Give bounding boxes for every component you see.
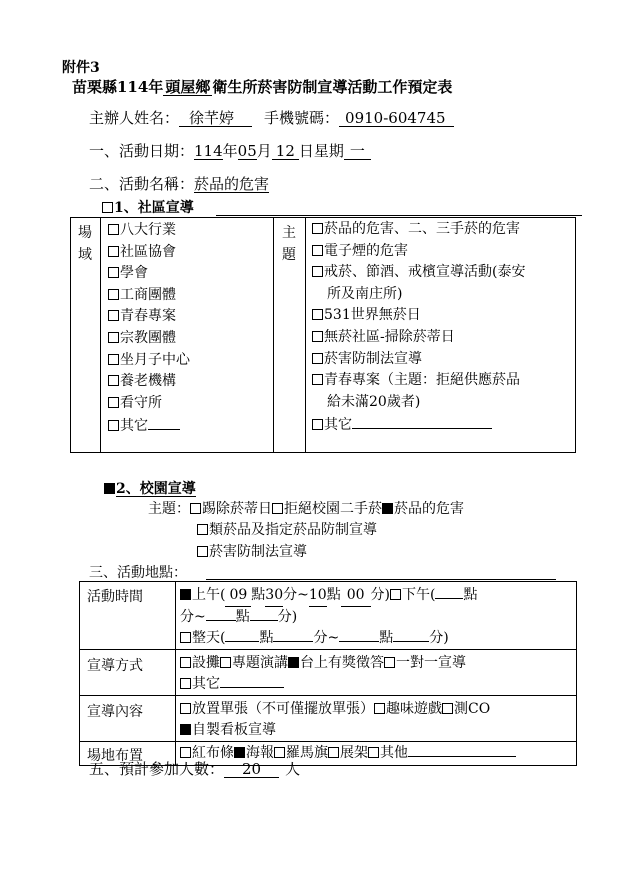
topic-label-text: 其它 [324,417,352,434]
venue-checkbox[interactable] [108,310,119,321]
pm-checkbox[interactable] [390,589,401,600]
am-end-minute: 00 [341,585,371,607]
school-checkbox[interactable] [104,483,115,494]
phone-number: 0910-604745 [339,111,454,127]
setup-option-3: 展架 [340,745,368,761]
am-start-minute: 30 [265,585,283,607]
details-table [79,581,577,766]
school-topics-line3 [197,545,307,559]
content-option-0: 放置單張（不可僅擺放單張） [192,701,374,717]
method-cell [176,650,577,696]
topic-label-text: 給未滿20歲者) [327,393,421,410]
attachment-label: 附件3 [62,60,100,76]
am-start-minute-unit: 分~ [283,587,309,603]
allday-start-minute[interactable] [273,629,313,642]
venue-item[interactable] [108,417,180,433]
school-heading-text: 2、校園宣導 [116,481,196,497]
middle-divider [273,217,274,453]
activity-name-line [89,177,269,193]
page-title [72,80,452,96]
topic-item[interactable] [312,265,525,279]
school-topic-checkbox-3[interactable] [197,524,208,535]
date-month-unit: 月 [256,142,272,160]
am-start-hour-unit: 點 [251,587,266,603]
topic-item-continuation [327,395,420,409]
setup-option-4: 其他 [380,745,408,761]
setup-option-1: 海報 [246,745,274,761]
school-topic-checkbox-0[interactable] [190,503,201,514]
content-checkbox-3[interactable] [180,724,191,735]
time-label: 活動時間 [80,582,176,650]
allday-label: 整天( [192,630,226,646]
school-topics-line2 [197,523,377,537]
school-topic-label: 主題： [148,501,190,517]
venue-label-text: 看守所 [120,394,162,411]
participants-line [89,762,300,778]
community-heading [102,201,194,215]
topic-item[interactable] [312,330,455,344]
venue-item[interactable] [108,266,148,280]
topic-checkbox[interactable] [312,353,323,364]
setup-option-2: 羅馬旗 [286,745,328,761]
setup-checkbox-2[interactable] [274,747,285,758]
topic-label-text: 菸品的危害、二、三手菸的危害 [324,221,520,237]
allday-end-hour[interactable] [339,629,379,642]
venue-label-text: 學會 [120,265,148,282]
venue-item[interactable] [108,245,176,259]
topic-label-text: 所及南庄所) [327,285,403,302]
venue-item[interactable] [108,288,176,302]
school-topic-4: 菸害防制法宣導 [209,544,307,560]
pm-end-hour[interactable] [206,608,236,621]
venue-divider [100,217,101,453]
venue-checkbox[interactable] [108,397,119,408]
date-year: 114 [194,142,223,160]
content-option-1: 趣味遊戲 [386,701,442,717]
venue-label-text: 其它 [120,418,148,435]
method-other-field[interactable] [220,675,284,688]
content-option-2: 測CO [454,701,491,717]
date-month: 05 [237,142,257,160]
topic-label-text: 菸害防制法宣導 [324,350,422,367]
topic-divider [305,217,306,453]
method-label: 宣導方式 [80,650,176,696]
venue-checkbox[interactable] [108,375,119,386]
method-option-1: 專題演講 [232,655,288,671]
activity-name-label: 二、活動名稱： [89,175,195,193]
organizer-name: 徐芊婷 [179,111,252,127]
topic-checkbox[interactable] [312,331,323,342]
allday-start-minute-unit: 分~ [313,630,340,646]
method-checkbox-2[interactable] [288,657,299,668]
phone-label: 手機號碼： [264,109,340,127]
topic-label-text: 531世界無菸日 [324,307,421,324]
method-option-2: 台上有獎徵答 [300,655,384,671]
method-checkbox-4[interactable] [180,678,191,689]
topic-item-continuation [327,287,402,301]
date-day: 12 [272,144,299,160]
allday-end-hour-unit: 點 [379,630,394,646]
pm-end-hour-unit: 點 [235,609,250,625]
school-topic-0: 踢除菸蒂日 [202,501,272,517]
venue-label-text: 坐月子中心 [120,351,190,368]
topic-label-text: 戒菸、節酒、戒檳宣導活動(泰安 [324,264,526,281]
title-suffix: 衛生所菸害防制宣導活動工作預定表 [212,78,453,96]
content-cell [176,696,577,742]
allday-start-hour-unit: 點 [259,630,274,646]
content-checkbox-0[interactable] [180,703,191,714]
venue-item[interactable] [108,223,176,237]
am-end-minute-unit: 分) [370,587,390,603]
venue-item[interactable] [108,309,176,323]
participants-unit: 人 [285,760,301,778]
school-topics-line1 [148,502,464,516]
date-day-unit: 日星期 [298,142,344,160]
pm-start-hour-unit: 點 [463,587,478,603]
time-cell [176,582,577,650]
setup-option-0: 紅布條 [192,745,234,761]
date-label: 一、活動日期： [89,142,195,160]
topic-checkbox[interactable] [312,309,323,320]
method-option-4: 其它 [192,676,220,692]
venue-checkbox[interactable] [108,332,119,343]
time-row [80,582,577,650]
title-township: 頭屋鄉 [165,78,211,96]
content-label: 宣導內容 [80,696,176,742]
content-row [80,696,577,742]
location-field [206,579,556,580]
date-weekday: 一 [344,144,371,160]
title-prefix: 苗栗縣114年 [72,78,164,96]
topic-item[interactable] [312,222,520,236]
topic-checkbox[interactable] [312,374,323,385]
school-heading [104,482,196,497]
topic-label-text: 電子煙的危害 [324,242,408,259]
venue-label: 場域 [78,225,92,263]
pm-end-minute-unit: 分) [277,609,298,625]
am-label: 上午( [192,587,226,603]
venue-label-text: 養老機構 [120,373,176,390]
method-row [80,650,577,696]
pm-start-hour[interactable] [435,586,463,599]
topic-checkbox[interactable] [312,419,323,430]
am-checkbox[interactable] [180,589,191,600]
topic-item[interactable] [312,416,492,432]
pm-end-minute[interactable] [250,608,278,621]
venue-item[interactable] [108,331,176,345]
venue-label-text: 宗教團體 [120,330,176,346]
setup-checkbox-0[interactable] [180,747,191,758]
allday-end-minute-unit: 分) [429,630,449,646]
venue-label-text: 青春專案 [120,308,176,325]
organizer-name-label: 主辦人姓名： [89,109,180,127]
school-topic-1: 拒絕校園二手菸 [284,501,382,517]
setup-other-field[interactable] [408,744,516,757]
setup-label: 場地布置 [80,742,176,766]
venue-checkbox[interactable] [108,246,119,257]
school-topic-2: 菸品的危害 [394,501,464,517]
topic-item[interactable] [312,352,422,366]
allday-checkbox[interactable] [180,632,191,643]
content-option-3: 自製看板宣導 [192,722,276,738]
activity-name-value: 菸品的危害 [194,175,270,193]
venue-checkbox[interactable] [108,267,119,278]
location-label: 三、活動地點： [89,565,187,581]
method-option-0: 設攤 [192,655,220,671]
setup-checkbox-4[interactable] [368,747,379,758]
pm-label: 下午( [401,587,436,603]
venue-label-text: 工商團體 [120,286,176,303]
community-checkbox[interactable] [102,202,113,213]
topic-label-text: 無菸社區-掃除菸蒂日 [324,329,455,345]
topic-label-text: 青春專案（主題：拒絕供應菸品 [324,372,520,389]
community-heading-text: 1、社區宣導 [114,200,194,216]
topic-checkbox[interactable] [312,266,323,277]
am-end-hour-unit: 點 [326,587,341,603]
method-checkbox-1[interactable] [220,657,231,668]
method-checkbox-0[interactable] [180,657,191,668]
venue-item[interactable] [108,374,176,388]
date-line [89,144,371,160]
topic-item[interactable] [312,373,520,387]
setup-checkbox-1[interactable] [234,747,245,758]
method-checkbox-3[interactable] [384,657,395,668]
content-checkbox-2[interactable] [442,703,453,714]
am-end-hour: 10 [309,585,327,607]
school-topic-checkbox-1[interactable] [272,503,283,514]
venue-label-text: 社區協會 [120,243,176,260]
setup-checkbox-3[interactable] [328,747,339,758]
topic-label: 主題 [282,225,296,263]
participants-value: 20 [224,762,279,778]
venue-item[interactable] [108,396,162,410]
pm-start-minute-unit: 分~ [180,609,206,625]
school-topic-3: 類菸品及指定菸品防制宣導 [209,522,377,538]
organizer-line [89,111,454,127]
venue-checkbox[interactable] [108,354,119,365]
topic-checkbox[interactable] [312,245,323,256]
venue-label-text: 八大行業 [120,222,176,238]
topic-checkbox[interactable] [312,223,323,234]
content-checkbox-1[interactable] [374,703,385,714]
venue-checkbox[interactable] [108,289,119,300]
method-option-3: 一對一宣導 [396,655,466,671]
date-year-unit: 年 [222,142,238,160]
venue-checkbox[interactable] [108,420,119,431]
school-topic-checkbox-4[interactable] [197,546,208,557]
topic-item[interactable] [312,244,408,258]
venue-checkbox[interactable] [108,224,119,235]
topic-item[interactable] [312,308,421,322]
allday-start-hour[interactable] [225,629,259,642]
school-topic-checkbox-2[interactable] [382,503,393,514]
allday-end-minute[interactable] [393,629,429,642]
venue-item[interactable] [108,353,190,367]
am-start-hour: 09 [225,585,251,607]
community-heading-underline [216,215,582,216]
topic-other-field[interactable] [352,416,492,429]
venue-other-field[interactable] [148,417,180,430]
participants-label: 五、預計參加人數： [89,760,225,778]
